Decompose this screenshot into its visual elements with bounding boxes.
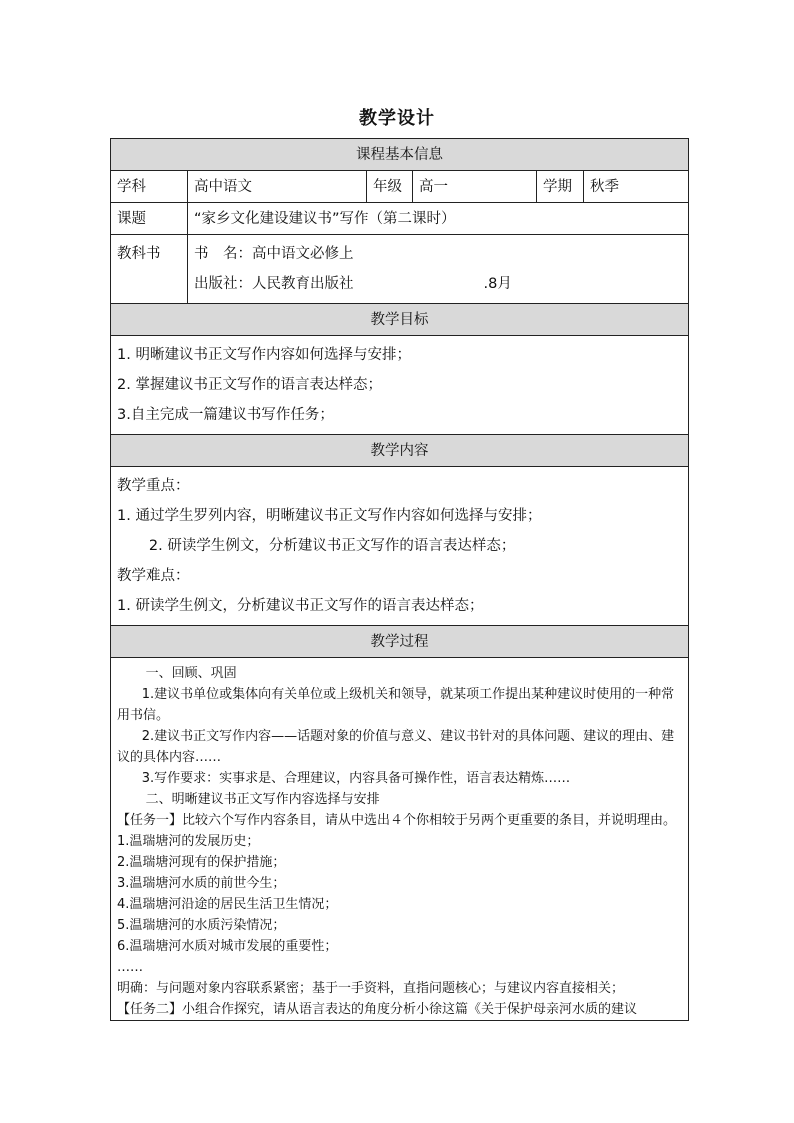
publisher-line: 出版社：人民教育出版社 (194, 276, 354, 292)
difficulty-item: 1. 研读学生例文，分析建议书正文写作的语言表达样态； (117, 598, 484, 614)
key-points-label: 教学重点： (117, 478, 190, 494)
section2-heading: 二、明晰建议书正文写作内容选择与安排 (145, 792, 380, 807)
clarification: 明确：与问题对象内容联系紧密；基于一手资料，直指问题核心；与建议内容直接相关； (117, 981, 625, 996)
content-item: 3.温瑞塘河水质的前世今生； (117, 876, 286, 891)
topic-value: “家乡文化建设建议书”写作（第二课时） (188, 203, 689, 235)
row-topic (111, 203, 689, 235)
objective-item: 1. 明晰建议书正文写作内容如何选择与安排； (117, 347, 411, 363)
section-header-content (111, 435, 689, 467)
textbook-label: 教科书 (111, 235, 188, 304)
review-point: 1.建议书单位或集体向有关单位或上级机关和领导，就某项工作提出某种建议时使用的一种常用书信。 (117, 687, 675, 723)
section-header-process (111, 626, 689, 658)
objectives-list (111, 336, 689, 435)
content-item: 6.温瑞塘河水质对城市发展的重要性； (117, 939, 338, 954)
process-body (111, 658, 689, 1021)
content-item: 2.温瑞塘河现有的保护措施； (117, 855, 286, 870)
content-item: 5.温瑞塘河的水质污染情况； (117, 918, 286, 933)
lesson-plan-table (110, 138, 689, 1021)
objective-item: 2. 掌握建议书正文写作的语言表达样态； (117, 377, 382, 393)
section-title: 教学目标 (111, 304, 689, 336)
page-title: 教学设计 (359, 108, 435, 129)
content-item: 4.温瑞塘河沿途的居民生活卫生情况； (117, 897, 338, 912)
objective-item: 3.自主完成一篇建议书写作任务； (117, 407, 334, 423)
row-content (111, 467, 689, 626)
textbook-value (188, 235, 689, 304)
subject-value: 高中语文 (188, 171, 367, 203)
publisher-row (194, 269, 682, 299)
section-title: 教学过程 (111, 626, 689, 658)
grade-value: 高一 (413, 171, 537, 203)
task-one: 【任务一】比较六个写作内容条目，请从中选出４个你相较于另两个更重要的条目，并说明理由。 (117, 813, 677, 828)
row-objectives (111, 336, 689, 435)
key-point-item: 1. 通过学生罗列内容，明晰建议书正文写作内容如何选择与安排； (117, 508, 542, 524)
row-process (111, 658, 689, 1021)
section-title: 课程基本信息 (111, 139, 689, 171)
review-point: 3.写作要求：实事求是、合理建议，内容具备可操作性，语言表达精炼…… (141, 771, 571, 786)
publish-date: .8月 (483, 276, 512, 292)
grade-label: 年级 (367, 171, 413, 203)
row-subject-grade-term (111, 171, 689, 203)
section-title: 教学内容 (111, 435, 689, 467)
content-item: 1.温瑞塘河的发展历史； (117, 834, 260, 849)
subject-label: 学科 (111, 171, 188, 203)
review-heading: 一、回顾、巩固 (145, 666, 237, 681)
review-point: 2.建议书正文写作内容——话题对象的价值与意义、建议书针对的具体问题、建议的理由、建议的具体内容…… (117, 729, 675, 765)
row-textbook (111, 235, 689, 304)
term-label: 学期 (537, 171, 584, 203)
section-header-basic-info (111, 139, 689, 171)
content-list (111, 467, 689, 626)
book-name-line: 书 名：高中语文必修上 (194, 246, 354, 262)
term-value: 秋季 (584, 171, 689, 203)
difficulty-label: 教学难点： (117, 568, 190, 584)
task-two: 【任务二】小组合作探究，请从语言表达的角度分析小徐这篇《关于保护母亲河水质的建议 (117, 1002, 638, 1017)
ellipsis: …… (117, 960, 143, 975)
key-point-item: 2. 研读学生例文，分析建议书正文写作的语言表达样态； (148, 538, 516, 554)
topic-label: 课题 (111, 203, 188, 235)
section-header-objectives (111, 304, 689, 336)
